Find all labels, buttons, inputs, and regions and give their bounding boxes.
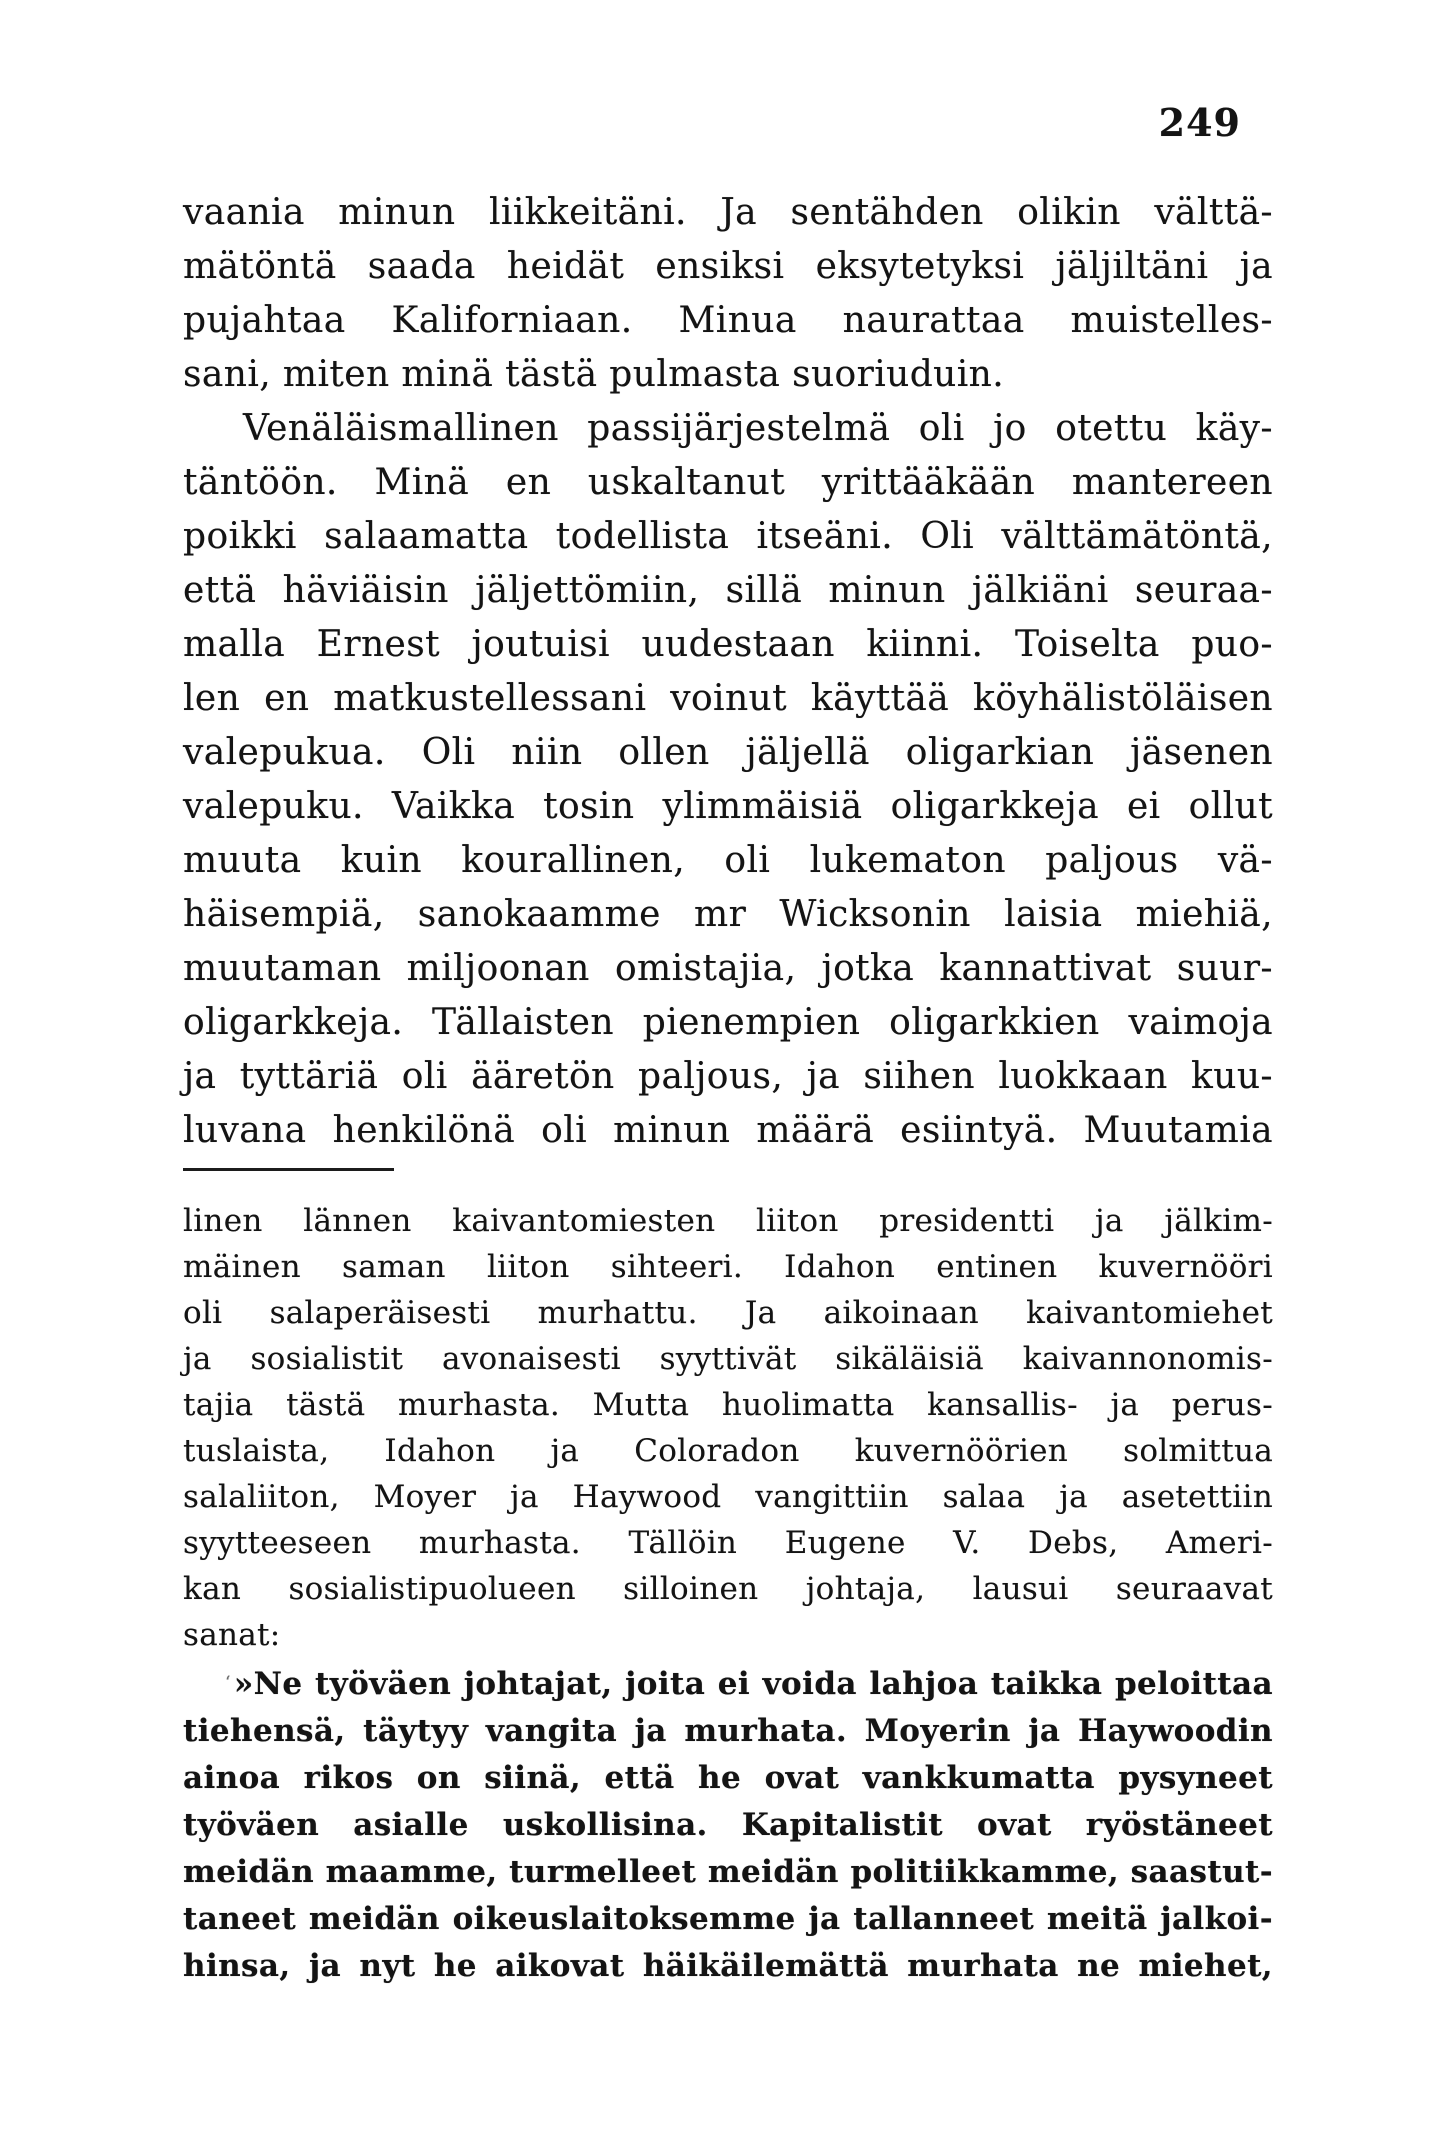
text-line: muutaman miljoonan omistajia, jotka kannattivat suur- [183,948,1273,989]
text-line: mätöntä saada heidät ensiksi eksytetyksi jäljiltäni ja [183,246,1273,287]
text-line: että häviäisin jäljettömiin, sillä minun jälkiäni seuraa- [183,570,1273,611]
text-line: len en matkustellessani voinut käyttää köyhälistöläisen [183,678,1273,719]
scan-artifact-mark: ʻ [225,1673,231,1693]
text-line: työväen asialle uskollisina. Kapitalistit ovat ryöstäneet [183,1806,1273,1843]
text-line: valepuku. Vaikka tosin ylimmäisiä oligarkkeja ei ollut [183,786,1273,827]
body-text [183,186,1273,1158]
text-line: tuslaista, Idahon ja Coloradon kuvernöörien solmittua [183,1433,1273,1469]
text-line: oligarkkeja. Tällaisten pienempien oligarkkien vaimoja [183,1002,1273,1043]
text-line: hinsa, ja nyt he aikovat häikäilemättä murhata ne miehet, [183,1947,1273,1984]
text-line: ʻ»Ne työväen johtajat, joita ei voida lahjoa taikka peloittaa [225,1665,1273,1702]
text-line: sani, miten minä tästä pulmasta suoriuduin. [183,354,1005,395]
text-line: luvana henkilönä oli minun määrä esiintyä. Muutamia [183,1110,1273,1151]
text-line: malla Ernest joutuisi uudestaan kiinni. Toiselta puo- [183,624,1273,665]
text-line: Venäläismallinen passijärjestelmä oli jo otettu käy- [243,408,1273,449]
text-line: meidän maamme, turmelleet meidän politiikkamme, saastut- [183,1853,1273,1890]
text-line: ja tyttäriä oli ääretön paljous, ja siihen luokkaan kuu- [183,1056,1273,1097]
text-line: häisempiä, sanokaamme mr Wicksonin laisia miehiä, [183,894,1273,935]
text-line: kan sosialistipuolueen silloinen johtaja, lausui seuraavat [183,1571,1273,1607]
quote-text [183,1660,1273,1990]
text-line: salaliiton, Moyer ja Haywood vangittiin salaa ja asetettiin [183,1479,1273,1515]
text-line: pujahtaa Kaliforniaan. Minua naurattaa muistelles- [183,300,1273,341]
text-line: syytteeseen murhasta. Tällöin Eugene V. Debs, Ameri- [183,1525,1273,1561]
footnote-separator-rule [183,1168,394,1171]
footnote-text [183,1198,1273,1658]
text-line: mäinen saman liiton sihteeri. Idahon entinen kuvernööri [183,1249,1273,1285]
text-line: poikki salaamatta todellista itseäni. Oli välttämätöntä, [183,516,1273,557]
text-line: vaania minun liikkeitäni. Ja sentähden olikin välttä- [183,192,1273,233]
text-line: tiehensä, täytyy vangita ja murhata. Moyerin ja Haywoodin [183,1712,1273,1749]
text-line: tajia tästä murhasta. Mutta huolimatta kansallis- ja perus- [183,1387,1273,1423]
text-line: muuta kuin kourallinen, oli lukematon paljous vä- [183,840,1273,881]
text-line: linen lännen kaivantomiesten liiton presidentti ja jälkim- [183,1203,1273,1239]
text-line: ja sosialistit avonaisesti syyttivät sikäläisiä kaivannonomis- [183,1341,1273,1377]
text-line: taneet meidän oikeuslaitoksemme ja tallanneet meitä jalkoi- [183,1900,1273,1937]
text-line: ainoa rikos on siinä, että he ovat vankkumatta pysyneet [183,1759,1273,1796]
text-line: täntöön. Minä en uskaltanut yrittääkään mantereen [183,462,1273,503]
text-line: oli salaperäisesti murhattu. Ja aikoinaan kaivantomiehet [183,1295,1273,1331]
page-number: 249 [1158,100,1241,145]
text-line: sanat: [183,1617,281,1653]
text-line: valepukua. Oli niin ollen jäljellä oligarkian jäsenen [183,732,1273,773]
